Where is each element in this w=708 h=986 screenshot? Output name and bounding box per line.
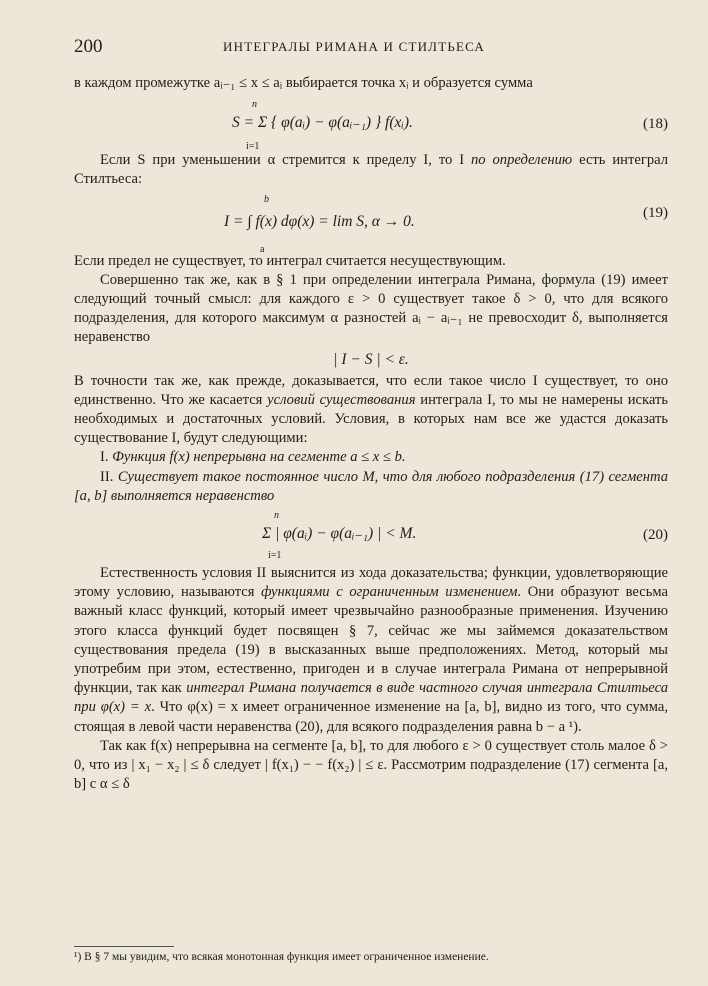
inequality: | I − S | < ε. (333, 350, 409, 368)
page-body (74, 74, 668, 794)
integral-lower-limit: a (260, 243, 265, 255)
formula-19-expression: I = ∫ f(x) dφ(x) = lim S, α → 0. (224, 212, 415, 230)
condition-text: Функция f(x) непрерывна на сегменте a ≤ x ≤ b. (112, 449, 406, 466)
text: есть интеграл Стилтьеса: (74, 152, 669, 188)
text: Естественность условия II выяснится из хода доказательства; функции, удовлетворяющие этому условию, называются (74, 565, 668, 601)
formula-20 (74, 506, 668, 564)
condition-text: Существует такое постоянное число M, что для любого подразделения (17) сегмента [a, b] выполняется неравенство (74, 468, 668, 504)
italic-text: интеграл Римана получается в виде частного случая интеграла Стилтьеса при φ(x) = x (74, 680, 668, 716)
formula-18-expression: S = Σ { φ(aᵢ) − φ(aᵢ₋₁) } f(xᵢ). (232, 114, 413, 132)
condition-1 (74, 448, 668, 467)
page-number: 200 (74, 36, 103, 57)
sum-upper-limit: n (252, 99, 257, 111)
paragraph-continuity: Так как f(x) непрерывна на сегменте [a, b], то для любого ε > 0 существует столь малое δ > 0, что из | x₁ − x₂ | ≤ δ следует | f(x₁) − − f(x₂) | ≤ ε. Рассмотрим подразделение (17) сегмента [a, b] с α ≤ δ (74, 737, 668, 793)
paragraph-uniqueness (74, 372, 668, 449)
italic-text: функциями с ограниченным изменением (261, 584, 518, 601)
text: В точности так же, как прежде, доказывается, что если такое число I существует, то оно единственно. Что же касается (74, 372, 668, 408)
integral-upper-limit: b (264, 193, 269, 205)
sum-upper-limit: n (274, 510, 279, 522)
paragraph-exact-meaning: Совершенно так же, как в § 1 при определении интеграла Римана, формула (19) имеет следующий точный смысл: для каждого ε > 0 существует такое δ > 0, что для всякого подразделения, для которого максимум α разностей aᵢ − aᵢ₋₁ не превосходит δ, выполняется неравенство (74, 271, 668, 346)
italic-text: условий существования (267, 391, 416, 408)
condition-2 (74, 468, 668, 506)
text: . Они образуют весьма важный класс функций, который имеет чрезвычайно разнообразные применения. Изучению этого класса функций будет посвящен § 7, сейчас же мы займемся доказательством существования предела (19) в высказанных выше предположениях. Метод, который мы употребим при этом, естественно, пригоден и в случае интеграла Римана от непрерывной функции, так как (74, 584, 669, 697)
paragraph-nonexistence: Если предел не существует, то интеграл считается несуществующим. (74, 252, 506, 269)
running-title: ИНТЕГРАЛЫ РИМАНА И СТИЛТЬЕСА (223, 39, 485, 54)
text: Если S при уменьшении α стремится к пределу I, то I (100, 152, 471, 169)
condition-number: I. (100, 449, 113, 466)
paragraph-intro: в каждом промежутке aᵢ₋₁ ≤ x ≤ aᵢ выбирается точка xᵢ и образуется сумма (74, 75, 533, 91)
italic-text: по определению (470, 152, 573, 169)
footnote: ¹) В § 7 мы увидим, что всякая монотонная функция имеет ограниченное изменение. (74, 951, 489, 963)
equation-number-20: (20) (643, 527, 668, 544)
condition-number: II. (100, 468, 118, 485)
sum-lower-limit: i=1 (268, 550, 282, 562)
footnote-divider (74, 946, 174, 947)
formula-20-expression: Σ | φ(aᵢ) − φ(aᵢ₋₁) | < M. (262, 525, 417, 543)
sum-lower-limit: i=1 (246, 141, 260, 153)
text: интеграла I, то мы не намерены искать необходимых и достаточных условий. Условия, в которых нам все же удастся доказать существование I, будут следующими: (74, 391, 668, 447)
equation-number-19: (19) (643, 204, 668, 221)
paragraph-bounded-variation (74, 564, 668, 737)
formula-18 (74, 93, 668, 151)
formula-19 (74, 190, 668, 255)
paragraph-definition (74, 151, 668, 189)
equation-number-18: (18) (643, 116, 668, 133)
text: . Что φ(x) = x имеет ограниченное изменение на [a, b], видно из того, что сумма, стоящая в левой части неравенства (20), для всякого подразделения равна b − a ¹). (74, 699, 669, 735)
